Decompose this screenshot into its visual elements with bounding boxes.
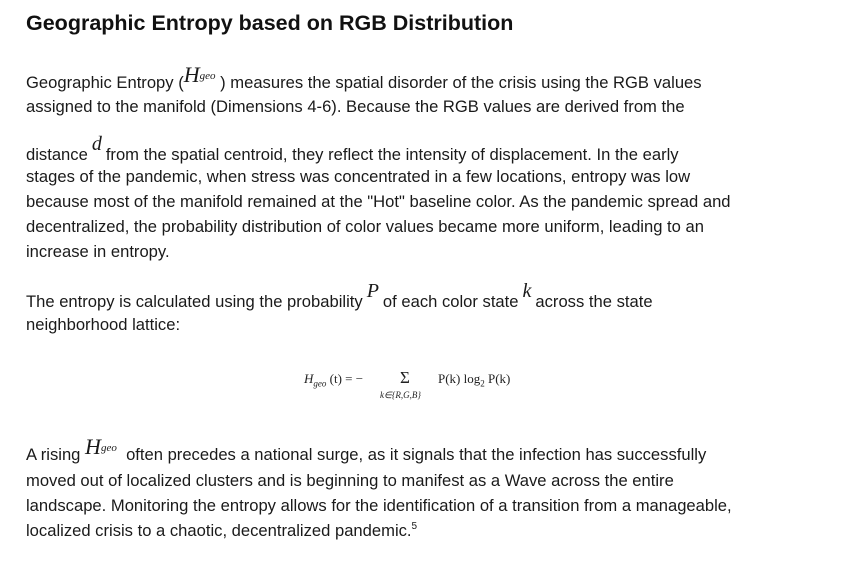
footnote-marker[interactable]: 5 <box>411 521 418 532</box>
para2-line2: neighborhood lattice: <box>26 315 181 334</box>
formula-right: P(k) $\log_2 P(k)$ <box>438 371 511 389</box>
summation-symbol: Σ <box>400 368 410 387</box>
para3-line3: landscape. Monitoring the entropy allows for the identification of a transition from a manageable, <box>26 496 732 515</box>
d-symbol: d <box>91 133 102 155</box>
p-symbol: P <box>366 280 379 302</box>
conclusion-paragraph <box>26 434 826 548</box>
para1-line1: Geographic Entropy (Hgeo ) measures the spatial disorder of the crisis using the RGB values <box>26 62 702 92</box>
intro-paragraph <box>26 62 826 261</box>
para1-line2: assigned to the manifold (Dimensions 4-6). Because the RGB values are derived from the <box>26 97 685 116</box>
para1-line5: because most of the manifold remained at the "Hot" baseline color. As the pandemic spread and <box>26 192 731 211</box>
para1-line7: increase in entropy. <box>26 242 170 261</box>
para1-line4: stages of the pandemic, when stress was concentrated in a few locations, entropy was low <box>26 167 691 186</box>
para3-line2: moved out of localized clusters and is beginning to manifest as a Wave across the entire <box>26 471 674 490</box>
para1-line3: distance d from the spatial centroid, they reflect the intensity of displacement. In the early <box>26 133 679 164</box>
k-symbol: k <box>522 280 532 302</box>
page-title: Geographic Entropy based on RGB Distribution <box>26 11 514 35</box>
para3-line1: A rising Hgeo often precedes a national surge, as it signals that the infection has successfully <box>26 434 707 464</box>
para1-line6: decentralized, the probability distribution of color values became more uniform, leading to an <box>26 217 704 236</box>
formula-left: $H_{geo}$ (t) = − <box>304 371 364 389</box>
h-geo-symbol: Hgeo <box>183 62 216 87</box>
summation-index: k∈{R,G,B} <box>380 390 422 400</box>
h-geo-symbol-2: Hgeo <box>85 434 117 459</box>
para2-line1: The entropy is calculated using the probability P of each color state k across the state <box>26 280 653 311</box>
para3-line4: localized crisis to a chaotic, decentralized pandemic.$^5$ <box>26 521 418 540</box>
formula-intro-paragraph <box>26 280 826 339</box>
